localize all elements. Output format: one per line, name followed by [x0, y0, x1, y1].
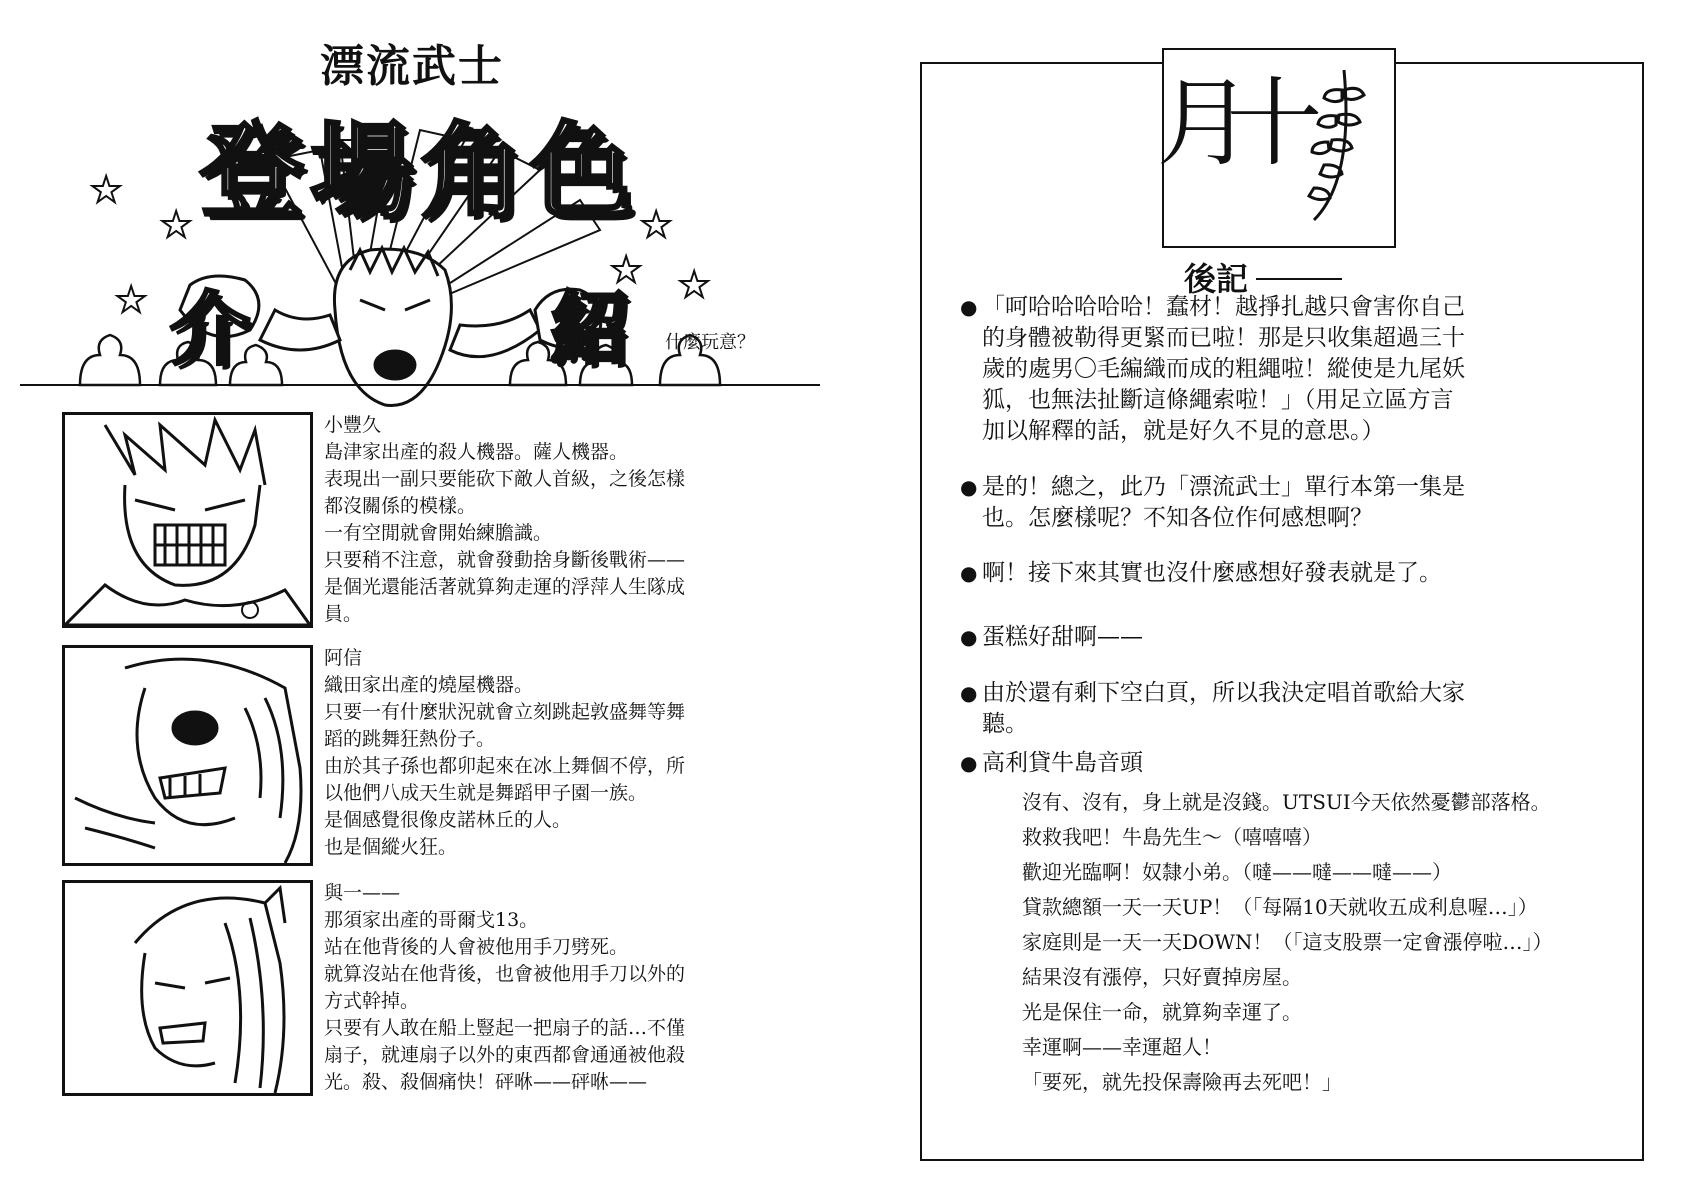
description-line: 只要一有什麼狀況就會立刻跳起敦盛舞等舞 [324, 701, 686, 723]
bullet-icon: ● [960, 295, 978, 319]
afterword-heading: 後記 [1184, 260, 1249, 298]
character-name: 與一—— [324, 882, 401, 904]
afterword-frame [920, 62, 1644, 1161]
description-line: 表現出一副只要能砍下敵人首級，之後怎樣 [324, 468, 686, 490]
afterword-note [960, 292, 1622, 447]
intro-title: 登場角色 [200, 111, 641, 233]
heading-dash [1256, 278, 1342, 280]
description-line: 以他們八成天生就是舞蹈甲子園一族。 [324, 782, 648, 804]
character-name: 小豐久 [324, 414, 382, 436]
note-line: 是的！總之，此乃「漂流武士」單行本第一集是 [982, 474, 1465, 500]
song-lyric-line: 歡迎光臨啊！奴隸小弟。（噠——噠——噠——） [1022, 860, 1452, 884]
right-page [850, 0, 1700, 1203]
afterword-note [960, 558, 1622, 589]
note-line: 蛋糕好甜啊—— [982, 624, 1143, 650]
note-line: 高利貸牛島音頭 [982, 750, 1143, 776]
note-line: 「呵哈哈哈哈哈！蠢材！越掙扎越只會害你自己 [982, 294, 1465, 320]
description-line: 只要有人敢在船上豎起一把扇子的話…不僅 [324, 1017, 686, 1039]
portrait-drawing [65, 883, 310, 1093]
description-line: 蹈的跳舞狂熱份子。 [324, 728, 496, 750]
afterword-note [960, 622, 1622, 653]
character-name: 阿信 [324, 647, 363, 669]
afterword-note [960, 472, 1622, 534]
description-line: 就算沒站在他背後，也會被他用手刀以外的 [324, 963, 686, 985]
intro-title-char-right: 紹 [550, 283, 630, 376]
bullet-icon: ● [960, 475, 978, 499]
note-line: 狐，也無法扯斷這條繩索啦！」（用足立區方言 [982, 387, 1454, 413]
character-entry-yoichi [62, 880, 782, 1100]
star-icon: ★ [640, 205, 673, 246]
description-line: 島津家出產的殺人機器。薩人機器。 [324, 441, 629, 463]
song-lyric-line: 家庭則是一天一天DOWN！（「這支股票一定會漲停啦…」） [1022, 930, 1553, 954]
note-line: 也。怎麼樣呢？不知各位作何感想啊？ [982, 505, 1373, 531]
note-line: 由於還有剩下空白頁，所以我決定唱首歌給大家 [982, 680, 1465, 706]
song-lyric-line: 結果沒有漲停，只好賣掉房屋。 [1022, 965, 1302, 989]
description-line: 織田家出產的燒屋機器。 [324, 674, 534, 696]
character-entry-nobunaga [62, 645, 782, 870]
note-line: 歲的處男〇毛編織而成的粗繩啦！縱使是九尾妖 [982, 356, 1465, 382]
portrait-drawing [65, 415, 310, 625]
description-line: 是個感覺很像皮諾林丘的人。 [324, 809, 572, 831]
afterword-note [960, 678, 1622, 740]
song-lyric-line: 「要死，就先投保壽險再去死吧！」 [1022, 1070, 1342, 1094]
description-line: 那須家出產的哥爾戈13。 [324, 909, 539, 931]
bullet-icon: ● [960, 561, 978, 585]
song-lyric-line: 沒有、沒有，身上就是沒錢。UTSUI今天依然憂鬱部落格。 [1022, 790, 1551, 814]
character-portrait-yoichi [62, 880, 313, 1096]
song-lyric-line: 救救我吧！牛島先生～（嘻嘻嘻） [1022, 825, 1322, 849]
star-icon: ★ [678, 265, 711, 306]
note-line: 加以解釋的話，就是好久不見的意思。） [982, 418, 1385, 444]
star-icon: ★ [610, 250, 643, 291]
character-portrait-toyohisa [62, 412, 313, 628]
star-icon: ★ [90, 170, 123, 211]
note-line: 聽。 [982, 711, 1028, 737]
screaming-head-drawing [334, 248, 451, 405]
bullet-icon: ● [960, 751, 978, 775]
character-description [324, 645, 794, 861]
intro-title-char-left: 介 [170, 283, 250, 376]
logo-text: 十月 [1141, 72, 1323, 168]
character-description [324, 412, 794, 628]
description-line: 只要稍不注意，就會發動捨身斷後戰術—— [324, 549, 686, 571]
description-line: 方式幹掉。 [324, 990, 420, 1012]
note-line: 的身體被勒得更緊而已啦！那是只收集超過三十 [982, 325, 1465, 351]
character-description [324, 880, 794, 1096]
star-icon: ★ [160, 205, 193, 246]
note-line: 啊！接下來其實也沒什麼感想好發表就是了。 [982, 560, 1442, 586]
aside-remark: 什麼玩意？ [665, 332, 755, 353]
song-title [960, 748, 1622, 779]
bullet-icon: ● [960, 681, 978, 705]
description-line: 一有空閒就會開始練膽識。 [324, 522, 553, 544]
description-line: 光。殺、殺個痛快！砰咻——砰咻—— [324, 1071, 648, 1093]
description-line: 扇子，就連扇子以外的東西都會通通被他殺 [324, 1044, 686, 1066]
author-logo-box [1141, 48, 1396, 248]
character-intro-header [20, 10, 820, 450]
song-lyric-line: 幸運啊——幸運超人！ [1022, 1035, 1222, 1059]
description-line: 員。 [324, 603, 363, 625]
portrait-drawing [65, 648, 310, 863]
description-line: 是個光還能活著就算夠走運的浮萍人生隊成 [324, 576, 686, 598]
description-line: 也是個縱火狂。 [324, 836, 458, 858]
star-icon: ★ [115, 280, 148, 321]
song-lyric-line: 光是保住一命，就算夠幸運了。 [1022, 1000, 1302, 1024]
character-entry-toyohisa [62, 412, 782, 632]
series-title: 漂流武士 [320, 41, 504, 92]
song-lyric-line: 貸款總額一天一天UP！（「每隔10天就收五成利息喔…」） [1022, 895, 1538, 919]
character-portrait-nobunaga [62, 645, 313, 866]
bullet-icon: ● [960, 625, 978, 649]
description-line: 都沒關係的模樣。 [324, 495, 477, 517]
description-line: 由於其子孫也都卯起來在冰上舞個不停，所 [324, 755, 686, 777]
description-line: 站在他背後的人會被他用手刀劈死。 [324, 936, 629, 958]
